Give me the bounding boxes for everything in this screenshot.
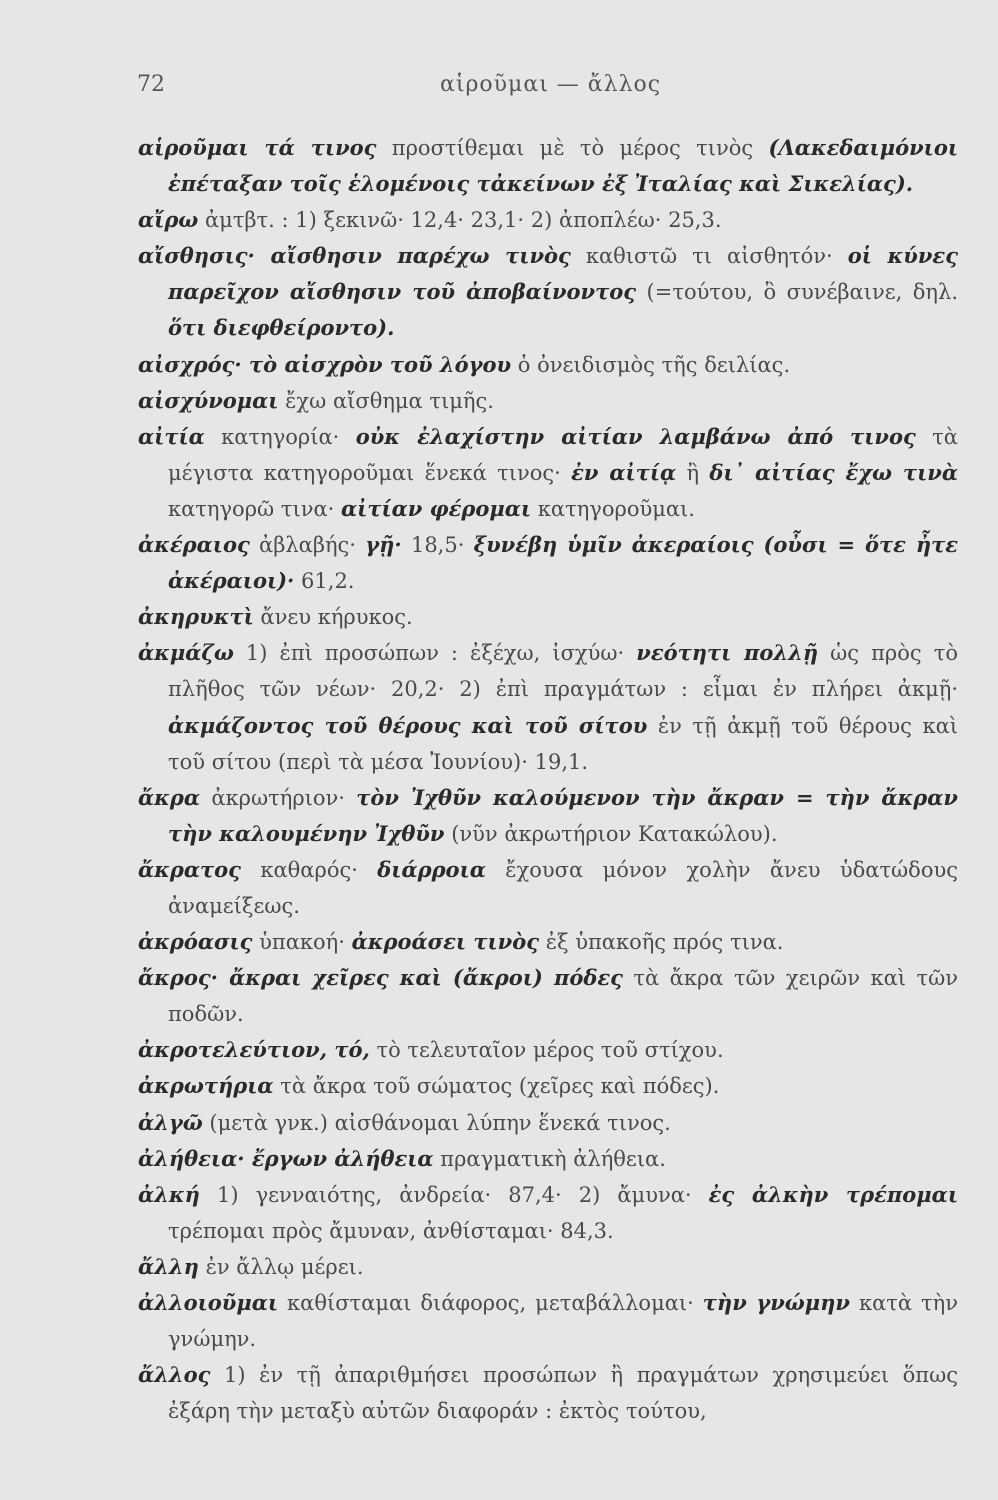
entry-headword: αἴρω xyxy=(138,207,199,233)
entry-phrase: οἱ κύνες παρεῖχον αἴσθησιν τοῦ ἀποβαίνοντος xyxy=(168,243,958,305)
entry-phrase: δι᾽ αἰτίας ἔχω τινὰ xyxy=(709,459,959,485)
entry-headword: ἀλλοιοῦμαι xyxy=(138,1290,279,1315)
entry-gloss: πραγματικὴ ἀλήθεια. xyxy=(433,1146,666,1171)
entry-headword: ἀκηρυκτὶ xyxy=(138,604,254,630)
dictionary-entry xyxy=(138,1032,958,1068)
entry-gloss: (μετὰ γνκ.) αἰσθάνομαι λύπην ἕνεκά τινος. xyxy=(202,1110,671,1135)
entry-phrase: ἄκραι χεῖρες καὶ (ἄκροι) πόδες xyxy=(217,965,623,991)
entry-phrase: νεότητι πολλῇ xyxy=(636,640,819,666)
dictionary-entry xyxy=(138,852,958,924)
entry-headword: ἀκμάζω xyxy=(138,640,234,666)
entry-gloss: τὰ ἄκρα τοῦ σώματος (χεῖρες καὶ πόδες). xyxy=(273,1074,720,1099)
dictionary-entry xyxy=(138,1105,958,1141)
entry-headword: ἄκρατος xyxy=(138,856,241,882)
entry-gloss: ἐν ἄλλῳ μέρει. xyxy=(198,1254,364,1279)
entry-headword: ἀκρωτήρια xyxy=(138,1073,274,1099)
dictionary-entry xyxy=(138,130,958,202)
dictionary-entry xyxy=(138,1141,958,1177)
entry-phrase: γῇ· xyxy=(365,532,402,558)
entry-gloss: τὸ τελευταῖον μέρος τοῦ στίχου. xyxy=(369,1038,724,1063)
entry-headword: ἄκρος· xyxy=(138,965,218,991)
page-number: 72 xyxy=(137,72,165,97)
entry-gloss: τὰ μέγιστα κατηγοροῦμαι ἕνεκά τινος· xyxy=(168,424,958,485)
entry-gloss: ἀμτβτ. : 1) ξεκινῶ· 12,4· 23,1· 2) ἀποπλέω· 25,3. xyxy=(198,208,722,233)
entry-headword: ἄκρα xyxy=(138,784,201,810)
entry-gloss: κατηγορία· xyxy=(204,424,356,449)
entry-headword: ἀκέραιος xyxy=(138,532,250,558)
entry-gloss: ἐξ ὑπακοῆς πρός τινα. xyxy=(539,930,784,955)
entry-gloss: ἄνευ κήρυκος. xyxy=(253,605,413,630)
entry-gloss: (=τούτου, ὃ συνέβαινε, δηλ. xyxy=(636,280,958,305)
entry-phrase: ἐς ἀλκὴν τρέπομαι xyxy=(708,1181,958,1207)
entry-gloss: ὑπακοή· xyxy=(252,930,352,955)
dictionary-entry xyxy=(138,1285,958,1357)
dictionary-entry xyxy=(138,238,958,346)
entry-headword: ἀκρόασις xyxy=(138,929,253,955)
dictionary-entry xyxy=(138,527,958,599)
entry-gloss: καθαρός· xyxy=(240,857,378,882)
dictionary-entry xyxy=(138,599,958,635)
entry-headword: ἀλκή xyxy=(138,1181,200,1207)
dictionary-entry xyxy=(138,924,958,960)
dictionary-entry xyxy=(138,347,958,383)
entry-gloss: 1) γενναιότης, ἀνδρεία· 87,4· 2) ἄμυνα· xyxy=(199,1182,709,1207)
entry-gloss: ὡς πρὸς τὸ πλῆθος τῶν νέων· 20,2· 2) ἐπὶ πραγμάτων : εἶμαι ἐν πλήρει ἀκμῇ· xyxy=(168,641,958,702)
entry-gloss: 61,2. xyxy=(294,569,355,594)
page-header xyxy=(135,72,955,112)
entry-headword: ἀκροτελεύτιον, τό, xyxy=(138,1037,370,1063)
dictionary-entry xyxy=(138,1249,958,1285)
entry-gloss: 1) ἐπὶ προσώπων : ἐξέχω, ἰσχύω· xyxy=(233,641,637,666)
dictionary-entry xyxy=(138,383,958,419)
entry-phrase: τὸ αἰσχρὸν τοῦ λόγου xyxy=(241,351,512,377)
entry-gloss: κατὰ τὴν γνώμην. xyxy=(168,1291,959,1352)
entry-gloss: (νῦν ἀκρωτήριον Κατακώλου). xyxy=(444,821,778,846)
entry-gloss: τὰ ἄκρα τῶν χειρῶν καὶ τῶν ποδῶν. xyxy=(168,966,958,1027)
dictionary-entry xyxy=(138,1068,958,1104)
entry-gloss: καθιστῶ τι αἰσθητόν· xyxy=(570,244,848,269)
entry-gloss: καθίσταμαι διάφορος, μεταβάλλομαι· xyxy=(278,1291,703,1315)
entry-headword: αἰσχύνομαι xyxy=(138,387,279,413)
entry-phrase: οὐκ ἐλαχίστην αἰτίαν λαμβάνω ἀπό τινος xyxy=(355,423,916,449)
entry-gloss: ἀβλαβής· xyxy=(249,533,366,558)
entry-phrase: τὸν Ἰχθῦν καλούμενον τὴν ἄκραν = τὴν ἄκραν τὴν καλουμένην Ἰχθῦν xyxy=(168,784,958,846)
entry-phrase: αἴσθησιν παρέχω τινὸς xyxy=(254,243,571,269)
dictionary-entry xyxy=(138,960,958,1032)
dictionary-entry xyxy=(138,202,958,238)
entry-headword: ἄλλος xyxy=(138,1362,211,1388)
entry-phrase: ἐν αἰτίᾳ xyxy=(571,459,677,485)
running-head: αἱροῦμαι — ἄλλος xyxy=(440,72,662,97)
entry-headword: αἰσχρός· xyxy=(138,351,242,377)
entry-phrase: τὴν γνώμην xyxy=(702,1290,851,1315)
entry-gloss: ἀκρωτήριον· xyxy=(200,785,357,810)
entry-gloss: ἢ xyxy=(676,460,710,485)
entry-phrase: ἀκμάζοντος τοῦ θέρους καὶ τοῦ σίτου xyxy=(168,712,648,738)
entry-phrase: ὅτι διεφθείροντο). xyxy=(168,315,395,341)
entry-headword: ἀλήθεια· xyxy=(138,1145,245,1171)
entry-headword: αἱροῦμαι τά τινος xyxy=(138,135,377,160)
dictionary-entry xyxy=(138,780,958,852)
entry-gloss: ἐν τῇ ἀκμῇ τοῦ θέρους καὶ τοῦ σίτου (περὶ τὰ μέσα Ἰουνίου)· 19,1. xyxy=(168,713,959,774)
entry-gloss: 1) ἐν τῇ ἀπαριθμήσει προσώπων ἢ πραγμάτων χρησιμεύει ὅπως ἐξάρη τὴν μεταξὺ αὐτῶν διαφοράν : ἐκτὸς τούτου, xyxy=(168,1363,958,1424)
entry-phrase: (Λακεδαιμόνιοι ἐπέταξαν τοῖς ἑλομένοις τἀκείνων ἐξ Ἰταλίας καὶ Σικελίας). xyxy=(168,135,958,197)
entry-gloss: κατηγοροῦμαι. xyxy=(531,496,695,521)
entry-gloss: 18,5· xyxy=(401,533,474,558)
entry-headword: αἴσθησις· xyxy=(138,243,255,269)
dictionary-entry xyxy=(138,419,958,527)
entry-phrase: αἰτίαν φέρομαι xyxy=(341,495,532,521)
dictionary-entry xyxy=(138,1177,958,1249)
entry-gloss: ἔχω αἴσθημα τιμῆς. xyxy=(278,388,494,413)
entry-headword: αἰτία xyxy=(138,423,205,449)
dictionary-entries xyxy=(138,130,958,1429)
dictionary-entry xyxy=(138,635,958,779)
dictionary-entry xyxy=(138,1357,958,1429)
entry-phrase: ἀκροάσει τινὸς xyxy=(351,929,540,955)
entry-phrase: ξυνέβη ὑμῖν ἀκεραίοις (οὖσι = ὅτε ἦτε ἀκέραιοι)· xyxy=(168,532,958,594)
entry-phrase: διάρροια xyxy=(377,856,486,882)
entry-headword: ἄλλη xyxy=(138,1253,199,1279)
entry-gloss: τρέπομαι πρὸς ἄμυναν, ἀνθίσταμαι· 84,3. xyxy=(168,1218,614,1243)
entry-gloss: προστίθεμαι μὲ τὸ μέρος τινὸς xyxy=(376,136,769,160)
entry-gloss: ὁ ὀνειδισμὸς τῆς δειλίας. xyxy=(511,352,791,377)
entry-phrase: ἔργων ἀλήθεια xyxy=(244,1145,434,1171)
entry-gloss: κατηγορῶ τινα· xyxy=(168,496,341,521)
entry-headword: ἀλγῶ xyxy=(138,1109,203,1135)
entry-gloss: ἔχουσα μόνον χολὴν ἄνευ ὑδατώδους ἀναμείξεως. xyxy=(168,857,958,918)
